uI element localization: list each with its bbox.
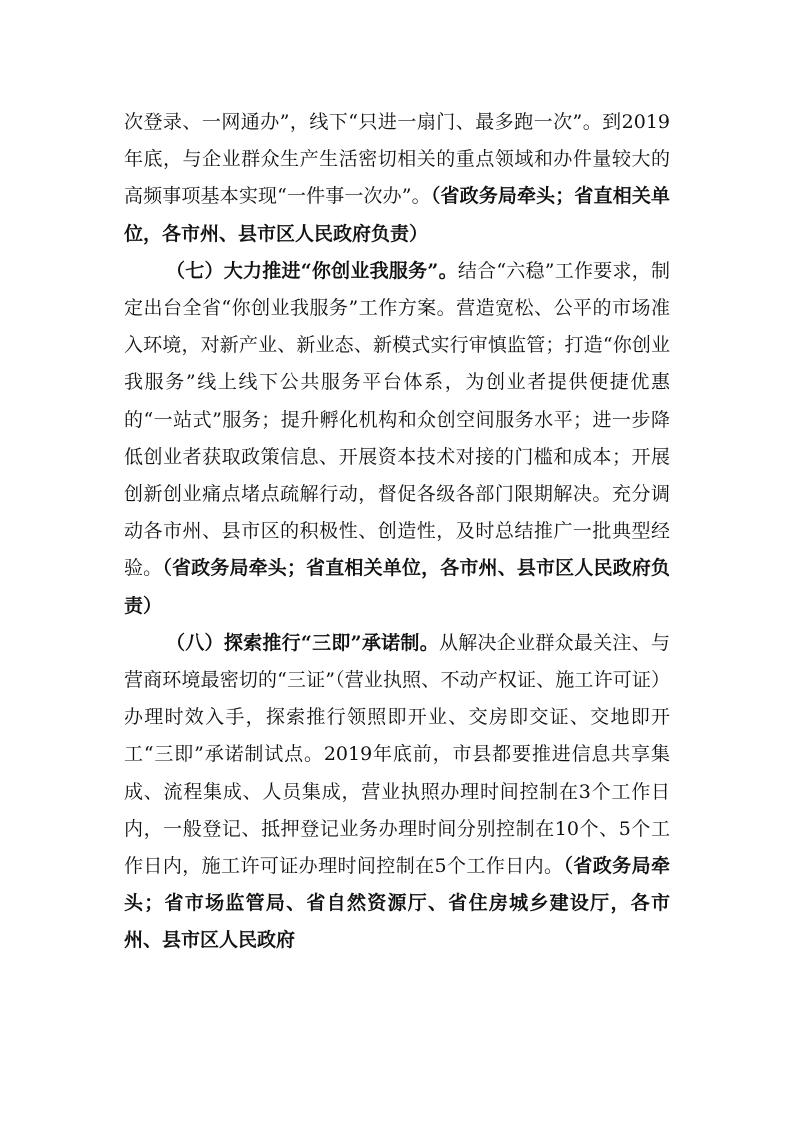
paragraph-text: 从解决企业群众最关注、与营商环境最密切的“三证”（营业执照、不动产权证、施工许可证）办理时效入手，探索推行领照即开业、交房即交证、交地即开工“三即”承诺制试点。2019年底前，市县都要推进信息共享集成、流程集成、人员集成，营业执照办理时间控制在3个工作日内，一般登记、抵押登记业务办理时间分别控制在10个、5个工作日内，施工许可证办理时间控制在5个工作日内。 — [124, 631, 670, 878]
responsibility-note: （省政务局牵头；省直相关单位，各市州、县市区人民政府负责） — [124, 185, 670, 245]
responsibility-note: （省政务局牵头；省市场监管局、省自然资源厅、省住房城乡建设厅，各市州、县市区人民政府 — [124, 855, 670, 952]
paragraph-section-8 — [124, 625, 670, 960]
paragraph-continuation — [124, 104, 670, 253]
section-heading: （七）大力推进“你创业我服务”。 — [166, 259, 458, 282]
section-heading: （八）探索推行“三即”承诺制。 — [166, 631, 439, 654]
document-body — [124, 104, 670, 960]
paragraph-text: 次登录、一网通办”，线下“只进一扇门、最多跑一次”。到2019年底，与企业群众生产生活密切相关的重点领域和办件量较大的高频事项基本实现“一件事一次办”。 — [124, 111, 670, 208]
paragraph-section-7 — [124, 253, 670, 625]
responsibility-note: （省政务局牵头；省直相关单位，各市州、县市区人民政府负责） — [124, 557, 670, 617]
paragraph-text: 结合“六稳”工作要求，制定出台全省“你创业我服务”工作方案。营造宽松、公平的市场准入环境，对新产业、新业态、新模式实行审慎监管；打造“你创业我服务”线上线下公共服务平台体系，为创业者提供便捷优惠的“一站式”服务；提升孵化机构和众创空间服务水平；进一步降低创业者获取政策信息、开展资本技术对接的门槛和成本；开展创新创业痛点堵点疏解行动，督促各级各部门限期解决。充分调动各市州、县市区的积极性、创造性，及时总结推广一批典型经验。 — [124, 259, 671, 580]
